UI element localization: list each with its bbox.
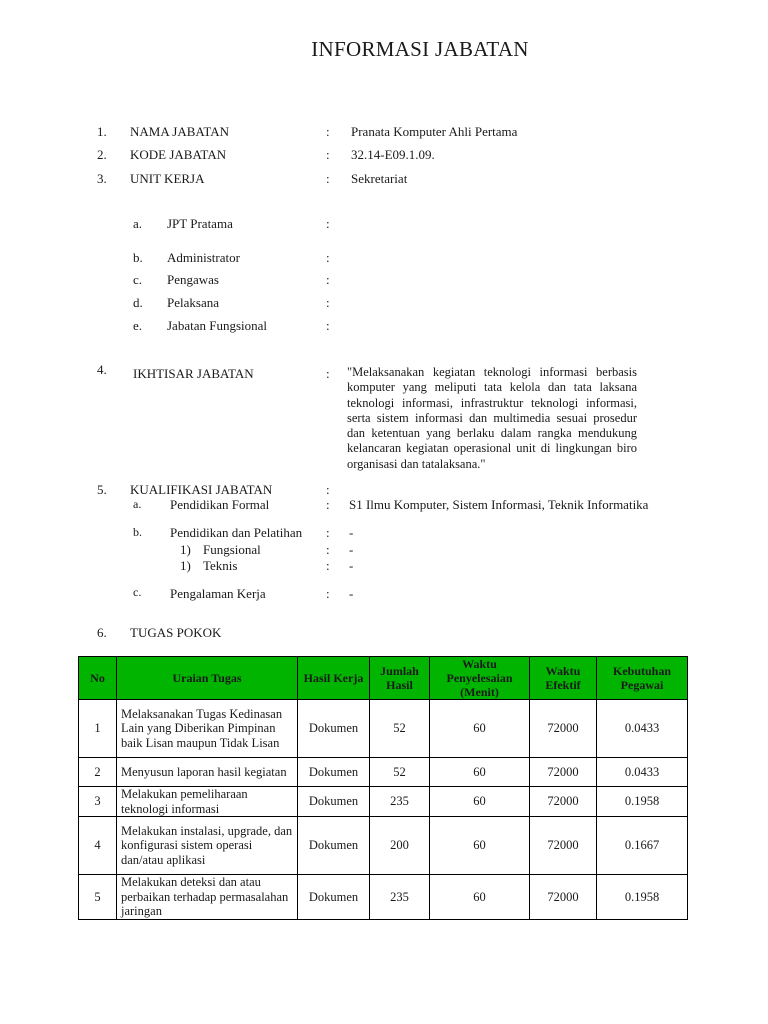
header-no: No — [79, 657, 117, 700]
cell-kebutuhan: 0.0433 — [597, 758, 688, 787]
cell-kebutuhan: 0.0433 — [597, 700, 688, 758]
colon-separator: : — [326, 216, 330, 231]
colon-separator: : — [326, 586, 330, 601]
ikhtisar-label: IKHTISAR JABATAN — [133, 366, 254, 381]
cell-uraian: Melakukan pemeliharaan teknologi informasi — [117, 787, 298, 817]
kode-jabatan-label: KODE JABATAN — [130, 147, 227, 162]
ikhtisar-text: "Melaksanakan kegiatan teknologi informasi berbasis komputer yang meliputi tata kelola dan tata laksana teknologi informasi, infrastruktur teknologi informasi, serta sistem informasi dan multimedia sesuai prosedur dan ketentuan yang berlaku dalam rangka mendukung kelancaran kegiatan operasional unit di lingkungan biro organisasi dan tatalaksana." — [347, 365, 637, 471]
pendidikan-formal-value: S1 Ilmu Komputer, Sistem Informasi, Teknik Informatika — [349, 497, 649, 512]
tugas-pokok-label: TUGAS POKOK — [130, 625, 222, 640]
item-number: 3. — [97, 171, 107, 186]
colon-separator: : — [326, 497, 330, 512]
cell-efektif: 72000 — [530, 875, 597, 920]
cell-waktu: 60 — [430, 700, 530, 758]
cell-jumlah: 52 — [370, 700, 430, 758]
pendidikan-formal-label: Pendidikan Formal — [170, 497, 270, 512]
cell-uraian: Melaksanakan Tugas Kedinasan Lain yang Diberikan Pimpinan baik Lisan maupun Tidak Lisan — [117, 700, 298, 758]
cell-uraian: Menyusun laporan hasil kegiatan — [117, 758, 298, 787]
item-number: 4. — [97, 362, 107, 377]
header-kebutuhan: Kebutuhan Pegawai — [597, 657, 688, 700]
kualifikasi-letter: b. — [133, 525, 142, 539]
unit-sub-label: Pengawas — [167, 272, 219, 287]
cell-efektif: 72000 — [530, 758, 597, 787]
item-number: 2. — [97, 147, 107, 162]
pelatihan-value: - — [349, 525, 354, 540]
document-title: INFORMASI JABATAN — [311, 37, 529, 61]
cell-jumlah: 52 — [370, 758, 430, 787]
cell-uraian: Melakukan deteksi dan atau perbaikan terhadap permasalahan jaringan — [117, 875, 298, 920]
unit-sub-letter: b. — [133, 250, 143, 265]
unit-sub-letter: a. — [133, 216, 143, 231]
cell-no: 1 — [79, 700, 117, 758]
colon-separator: : — [326, 295, 330, 310]
cell-waktu: 60 — [430, 875, 530, 920]
header-hasil: Hasil Kerja — [298, 657, 370, 700]
pengalaman-value: - — [349, 586, 354, 601]
cell-kebutuhan: 0.1958 — [597, 787, 688, 817]
nama-jabatan-value: Pranata Komputer Ahli Pertama — [351, 124, 518, 139]
kualifikasi-label: KUALIFIKASI JABATAN — [130, 482, 273, 497]
cell-no: 4 — [79, 817, 117, 875]
table-row — [79, 700, 688, 758]
colon-separator: : — [326, 171, 330, 186]
kualifikasi-letter: a. — [133, 497, 142, 511]
pelatihan-sub-number: 1) — [180, 542, 191, 557]
cell-kebutuhan: 0.1667 — [597, 817, 688, 875]
cell-waktu: 60 — [430, 817, 530, 875]
pelatihan-teknis-value: - — [349, 558, 354, 573]
unit-sub-letter: d. — [133, 295, 143, 310]
cell-kebutuhan: 0.1958 — [597, 875, 688, 920]
colon-separator: : — [326, 525, 330, 540]
cell-jumlah: 200 — [370, 817, 430, 875]
header-jumlah: Jumlah Hasil — [370, 657, 430, 700]
cell-waktu: 60 — [430, 787, 530, 817]
cell-no: 5 — [79, 875, 117, 920]
colon-separator: : — [326, 542, 330, 557]
cell-hasil: Dokumen — [298, 787, 370, 817]
header-uraian: Uraian Tugas — [117, 657, 298, 700]
cell-uraian: Melakukan instalasi, upgrade, dan konfigurasi sistem operasi dan/atau aplikasi — [117, 817, 298, 875]
table-row — [79, 875, 688, 920]
unit-kerja-label: UNIT KERJA — [130, 171, 205, 186]
table-row — [79, 787, 688, 817]
unit-sub-letter: e. — [133, 318, 143, 333]
cell-no: 3 — [79, 787, 117, 817]
item-number: 5. — [97, 482, 107, 497]
colon-separator: : — [326, 366, 330, 381]
pelatihan-sub-number: 1) — [180, 558, 191, 573]
header-waktu-penyelesaian: Waktu Penyelesaian (Menit) — [430, 657, 530, 700]
cell-jumlah: 235 — [370, 787, 430, 817]
nama-jabatan-label: NAMA JABATAN — [130, 124, 229, 139]
tugas-pokok-table — [78, 656, 688, 920]
colon-separator: : — [326, 250, 330, 265]
colon-separator: : — [326, 147, 330, 162]
cell-hasil: Dokumen — [298, 875, 370, 920]
cell-efektif: 72000 — [530, 700, 597, 758]
colon-separator: : — [326, 482, 330, 497]
kode-jabatan-value: 32.14-E09.1.09. — [351, 147, 435, 162]
pelatihan-fungsional-label: Fungsional — [203, 542, 261, 557]
table-header-row — [79, 657, 688, 700]
pelatihan-teknis-label: Teknis — [203, 558, 238, 573]
cell-jumlah: 235 — [370, 875, 430, 920]
colon-separator: : — [326, 124, 330, 139]
unit-sub-label: Pelaksana — [167, 295, 219, 310]
unit-sub-label: Administrator — [167, 250, 240, 265]
unit-sub-label: Jabatan Fungsional — [167, 318, 268, 333]
item-number: 1. — [97, 124, 107, 139]
cell-efektif: 72000 — [530, 787, 597, 817]
cell-no: 2 — [79, 758, 117, 787]
cell-efektif: 72000 — [530, 817, 597, 875]
header-waktu-efektif: Waktu Efektif — [530, 657, 597, 700]
colon-separator: : — [326, 558, 330, 573]
item-number: 6. — [97, 625, 107, 640]
colon-separator: : — [326, 272, 330, 287]
kualifikasi-letter: c. — [133, 585, 142, 599]
table-row — [79, 758, 688, 787]
cell-hasil: Dokumen — [298, 700, 370, 758]
colon-separator: : — [326, 318, 330, 333]
table-row — [79, 817, 688, 875]
pelatihan-fungsional-value: - — [349, 542, 354, 557]
cell-waktu: 60 — [430, 758, 530, 787]
pelatihan-label: Pendidikan dan Pelatihan — [170, 525, 303, 540]
cell-hasil: Dokumen — [298, 817, 370, 875]
pengalaman-label: Pengalaman Kerja — [170, 586, 266, 601]
cell-hasil: Dokumen — [298, 758, 370, 787]
unit-sub-letter: c. — [133, 272, 143, 287]
unit-kerja-value: Sekretariat — [351, 171, 408, 186]
unit-sub-label: JPT Pratama — [167, 216, 233, 231]
